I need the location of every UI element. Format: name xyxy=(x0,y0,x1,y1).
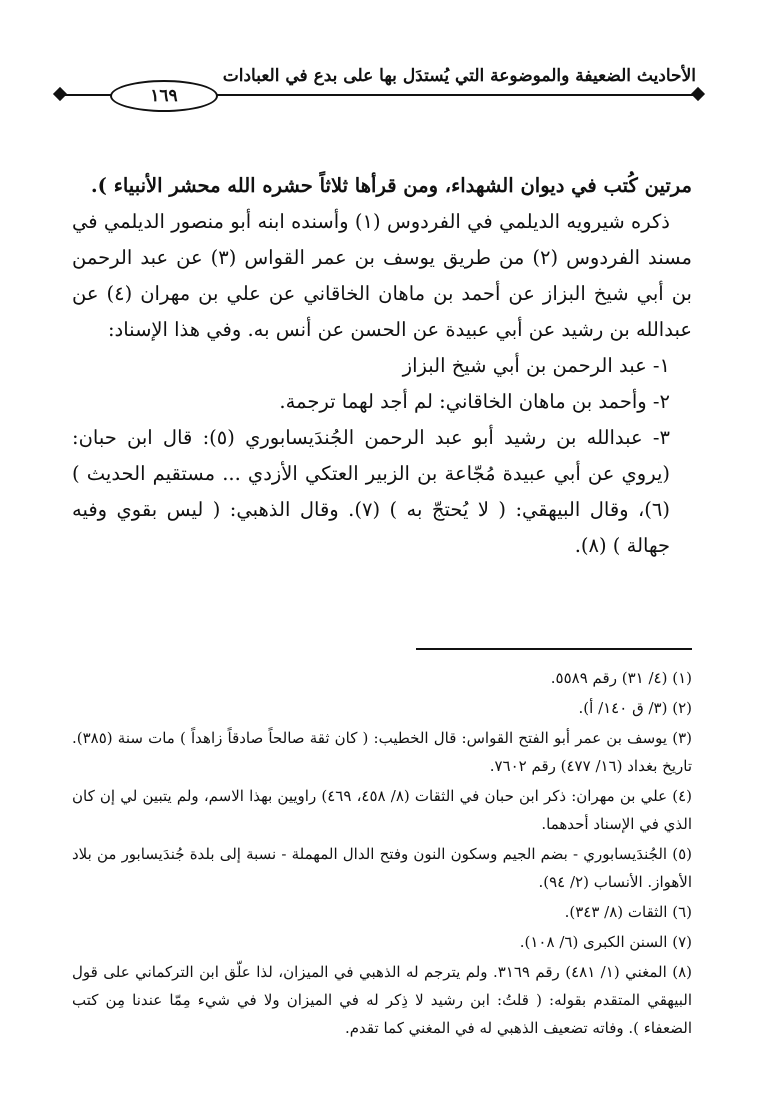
paragraph-sources: ذكره شيرويه الديلمي في الفردوس (١) وأسنده ابنه أبو منصور الديلمي في مسند الفردوس (٢) من طريق يوسف بن عمر القواس (٣) عن عبد الرحمن بن أبي شيخ البزاز عن أحمد بن ماهان الخاقاني عن علي بن مهران (٤) عن عبدالله بن رشيد عن أبي عبيدة عن الحسن عن أنس به. وفي هذا الإسناد: xyxy=(72,210,692,341)
list-item-3: ٣- عبدالله بن رشيد أبو عبد الرحمن الجُندَيسابوري (٥): قال ابن حبان: (يروي عن أبي عبيدة مُجّاعة بن الزبير العتكي الأزدي ... مستقيم الحديث ) (٦)، وقال البيهقي: ( لا يُحتجّ به ) (٧). وقال الذهبي: ( ليس بقوي وفيه جهالة ) (٨). xyxy=(72,426,671,557)
header-left-diamond xyxy=(53,87,67,101)
footnote-separator xyxy=(416,648,692,650)
running-title: الأحاديث الضعيفة والموضوعة التي يُستدَل بها على بدع في العبادات xyxy=(222,66,696,86)
footnote: (٣) يوسف بن عمر أبو الفتح القواس: قال الخطيب: ( كان ثقة صالحاً صادقاً زاهداً ) مات سنة (٣٨٥). تاريخ بغداد (١٦/ ٤٧٧) رقم ٧٦٠٢. xyxy=(72,729,692,775)
page-number-oval xyxy=(110,80,218,112)
paragraph-hadith-end: مرتين كُتب في ديوان الشهداء، ومن قرأها ثلاثاً حشره الله محشر الأنبياء ). xyxy=(90,174,692,197)
footnotes xyxy=(72,664,692,1044)
list-item-1: ١- عبد الرحمن بن أبي شيخ البزاز xyxy=(402,354,670,377)
footnote: (٢) (٣/ ق ١٤٠/ أ). xyxy=(578,699,692,717)
footnote: (٦) الثقات (٨/ ٣٤٣). xyxy=(564,903,692,921)
footnote: (٤) علي بن مهران: ذكر ابن حبان في الثقات (٨/ ٤٥٨، ٤٦٩) راويين بهذا الاسم، ولم يتبين لي إن كان الذي في الإسناد أحدهما. xyxy=(72,787,692,833)
footnote: (٥) الجُندَيسابوري - بضم الجيم وسكون النون وفتح الدال المهملة - نسبة إلى بلدة جُندَيسابور من بلاد الأهواز. الأنساب (٢/ ٩٤). xyxy=(72,845,692,891)
footnote: (٨) المغني (١/ ٤٨١) رقم ٣١٦٩. ولم يترجم له الذهبي في الميزان، لذا علّق ابن التركماني على قول البيهقي المتقدم بقوله: ( قلتُ: ابن رشيد لا ذِكر له في الميزان ولا في شيء مِمّا عندنا مِن كتب الضعفاء ). وفاته تضعيف الذهبي له في المغني كما تقدم. xyxy=(72,963,692,1037)
list-item-2: ٢- وأحمد بن ماهان الخاقاني: لم أجد لهما ترجمة. xyxy=(279,390,670,413)
footnote: (٧) السنن الكبرى (٦/ ١٠٨). xyxy=(519,933,692,951)
footnote: (١) (٤/ ٣١) رقم ٥٥٨٩. xyxy=(550,669,692,687)
page-number: ١٦٩ xyxy=(150,86,178,106)
main-text xyxy=(72,168,692,564)
page-header xyxy=(58,58,700,106)
header-right-diamond xyxy=(691,87,705,101)
